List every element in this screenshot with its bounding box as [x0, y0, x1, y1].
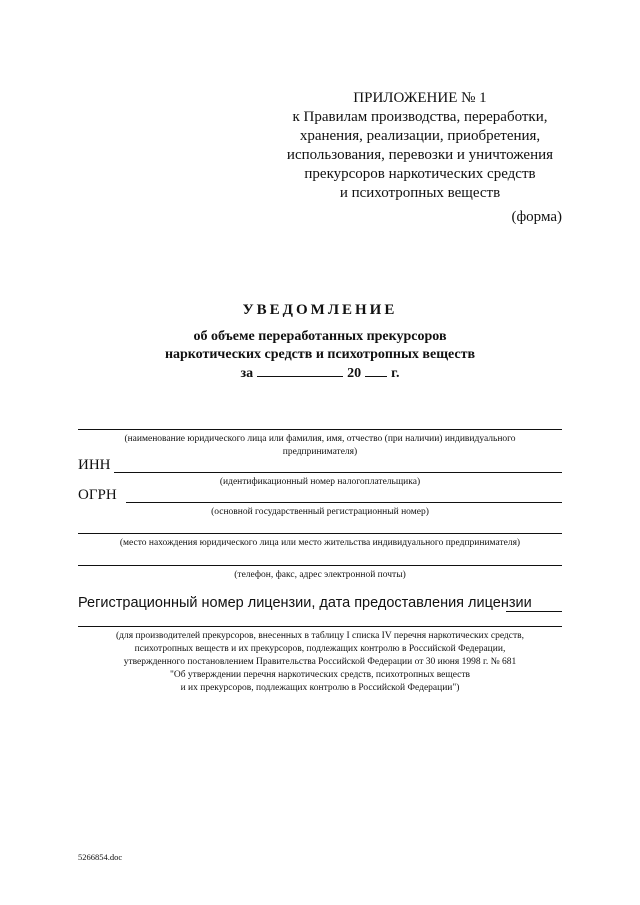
year-suffix: г.	[391, 366, 400, 381]
contacts-field[interactable]	[78, 565, 562, 566]
license-inline-field[interactable]	[506, 611, 562, 612]
license-label: Регистрационный номер лицензии, дата предоставления лицензии	[78, 595, 532, 611]
note-line: "Об утверждении перечня наркотических средств, психотропных веществ	[169, 670, 471, 680]
year-prefix: 20	[347, 366, 362, 381]
subtitle-line-1: об объеме переработанных прекурсоров	[193, 329, 447, 344]
contacts-caption: (телефон, факс, адрес электронной почты)	[234, 570, 406, 580]
appendix-header	[270, 89, 570, 203]
org-name-field[interactable]	[78, 429, 562, 430]
document-title: УВЕДОМЛЕНИЕ	[242, 302, 398, 318]
appendix-line: хранения, реализации, приобретения,	[299, 128, 541, 144]
ogrn-caption: (основной государственный регистрационный номер)	[211, 507, 429, 517]
appendix-line: прекурсоров наркотических средств	[304, 166, 536, 182]
location-caption: (место нахождения юридического лица или место жительства индивидуального предпринимателя)	[119, 538, 521, 548]
appendix-heading: ПРИЛОЖЕНИЕ № 1	[353, 90, 487, 106]
appendix-line: к Правилам производства, переработки,	[292, 109, 548, 125]
period-blank-field[interactable]	[257, 364, 343, 377]
caption-line: (наименование юридического лица или фамилия, имя, отчество (при наличии) индивидуального	[124, 434, 516, 444]
inn-label: ИНН	[78, 457, 111, 473]
org-name-caption	[78, 433, 562, 459]
note-line: психотропных веществ и их прекурсоров, подлежащих контролю в Российской Федерации,	[134, 644, 506, 654]
subtitle-line-2: наркотических средств и психотропных веществ	[164, 347, 476, 362]
note-line: (для производителей прекурсоров, внесенных в таблицу I списка IV перечня наркотических средств,	[116, 631, 524, 641]
license-note	[78, 630, 562, 695]
caption-line: предпринимателя)	[282, 447, 358, 457]
document-file-id: 5266854.doc	[78, 852, 123, 862]
form-label: (форма)	[511, 209, 562, 225]
period-line	[0, 364, 640, 383]
document-subtitle	[0, 328, 640, 383]
license-field[interactable]	[78, 626, 562, 627]
inn-field[interactable]	[114, 472, 562, 473]
year-blank-field[interactable]	[365, 364, 387, 377]
ogrn-field[interactable]	[126, 502, 562, 503]
ogrn-label: ОГРН	[78, 487, 117, 503]
note-line: и их прекурсоров, подлежащих контролю в Российской Федерации")	[180, 683, 460, 693]
period-prefix: за	[240, 366, 254, 381]
appendix-line: использования, перевозки и уничтожения	[286, 147, 554, 163]
note-line: утвержденного постановлением Правительства Российской Федерации от 30 июня 1998 г. № 681	[123, 657, 517, 667]
appendix-line: и психотропных веществ	[339, 185, 501, 201]
location-field[interactable]	[78, 533, 562, 534]
inn-caption: (идентификационный номер налогоплательщика)	[219, 477, 421, 487]
